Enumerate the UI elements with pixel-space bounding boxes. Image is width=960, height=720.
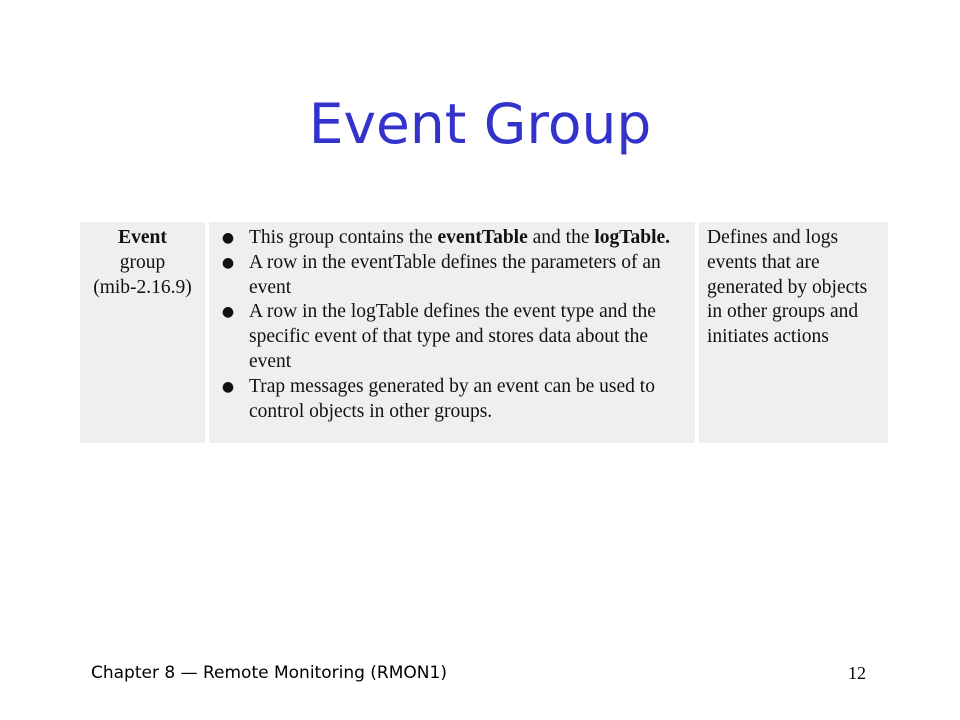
group-oid: (mib-2.16.9) [93,276,192,298]
bullet-dot-icon: ● [221,304,235,321]
bullet-text: and the [527,227,595,248]
group-details-cell [209,222,695,443]
group-name-bold: Event [118,227,167,248]
bullet-dot-icon: ● [221,254,235,271]
bullet-item [219,300,691,374]
bullet-text-bold: logTable. [594,227,671,248]
bullet-dot-icon: ● [221,378,235,395]
group-description-cell: Defines and logs events that are generated by objects in other groups and initiates actions [699,222,888,443]
bullet-list [219,226,691,424]
event-group-table [80,222,888,443]
bullet-text: This group contains the [249,227,438,248]
slide-title: Event Group [308,92,652,156]
bullet-item [219,251,691,301]
bullet-dot-icon: ● [221,230,235,246]
bullet-text-bold: eventTable [437,227,528,248]
group-name-rest: group [119,251,166,273]
bullet-item [219,375,691,425]
group-name-cell [80,222,205,443]
page-number: 12 [848,663,866,683]
bullet-text: A row in the logTable defines the event type and the specific event of that type and stores data about the event [249,301,656,372]
chapter-footer: Chapter 8 — Remote Monitoring (RMON1) [91,663,447,683]
bullet-text: Trap messages generated by an event can be used to control objects in other groups. [249,375,655,422]
bullet-item [219,226,691,251]
bullet-text: A row in the eventTable defines the parameters of an event [249,251,661,298]
